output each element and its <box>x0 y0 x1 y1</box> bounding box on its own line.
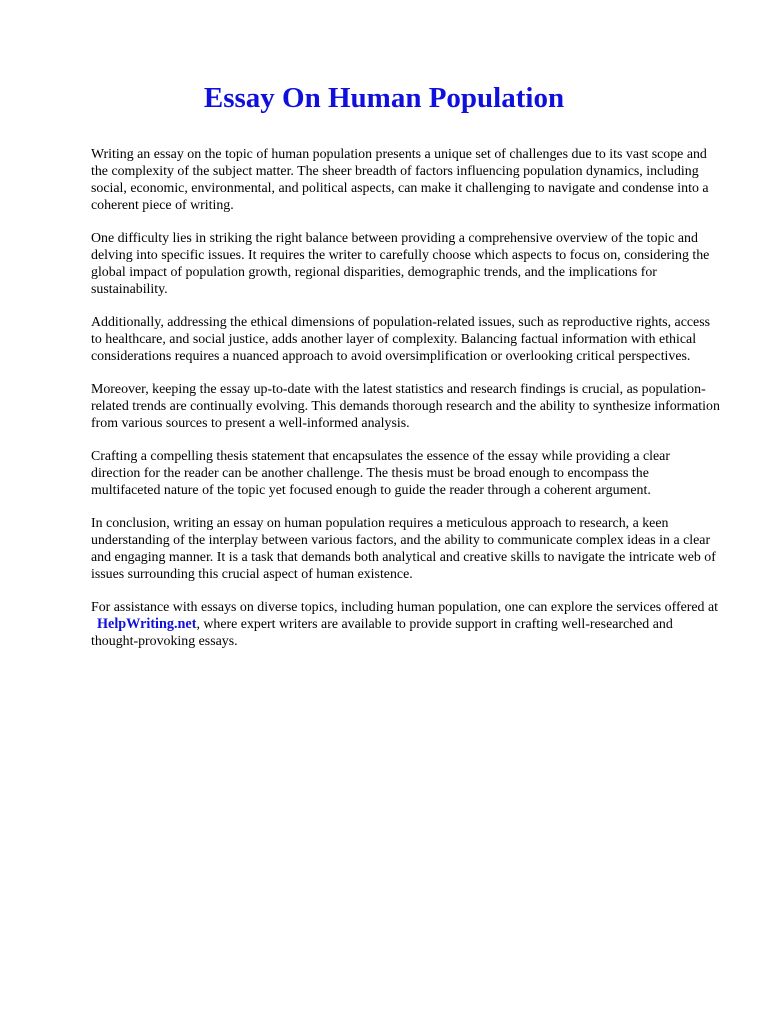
assistance-text-after: , where expert writers are available to provide support in crafting well-researched and thought-provoking essays. <box>91 617 673 649</box>
helpwriting-link[interactable]: HelpWriting.net <box>97 616 197 632</box>
paragraph-up-to-date: Moreover, keeping the essay up-to-date with the latest statistics and research findings is crucial, as population-related trends are continually evolving. This demands thorough research and the ability to synthesize information from various sources to present a well-informed analysis. <box>91 382 720 431</box>
essay-title: Essay On Human Population <box>203 82 565 114</box>
essay-body <box>91 146 721 666</box>
paragraph-intro: Writing an essay on the topic of human population presents a unique set of challenges due to its vast scope and the complexity of the subject matter. The sheer breadth of factors influencing population dynamics, including social, economic, environmental, and political aspects, can make it challenging to navigate and condense into a coherent piece of writing. <box>91 147 709 213</box>
paragraph-difficulty: One difficulty lies in striking the right balance between providing a comprehensive overview of the topic and delving into specific issues. It requires the writer to carefully choose which aspects to focus on, considering the global impact of population growth, regional disparities, demographic trends, and the implications for sustainability. <box>91 231 710 297</box>
paragraph-conclusion: In conclusion, writing an essay on human population requires a meticulous approach to research, a keen understanding of the interplay between various factors, and the ability to communicate complex ideas in a clear and engaging manner. It is a task that demands both analytical and creative skills to navigate the intricate web of issues surrounding this crucial aspect of human existence. <box>91 516 716 582</box>
paragraph-ethics: Additionally, addressing the ethical dimensions of population-related issues, such as reproductive rights, access to healthcare, and social justice, adds another layer of complexity. Balancing factual information with ethical considerations requires a nuanced approach to avoid oversimplification or overlooking critical perspectives. <box>91 315 711 364</box>
assistance-text-before: For assistance with essays on diverse topics, including human population, one can explore the services offered at <box>91 600 718 615</box>
paragraph-assistance <box>91 599 721 650</box>
paragraph-thesis: Crafting a compelling thesis statement that encapsulates the essence of the essay while providing a clear direction for the reader can be another challenge. The thesis must be broad enough to encompass the multifaceted nature of the topic yet focused enough to guide the reader through a coherent argument. <box>91 449 670 498</box>
